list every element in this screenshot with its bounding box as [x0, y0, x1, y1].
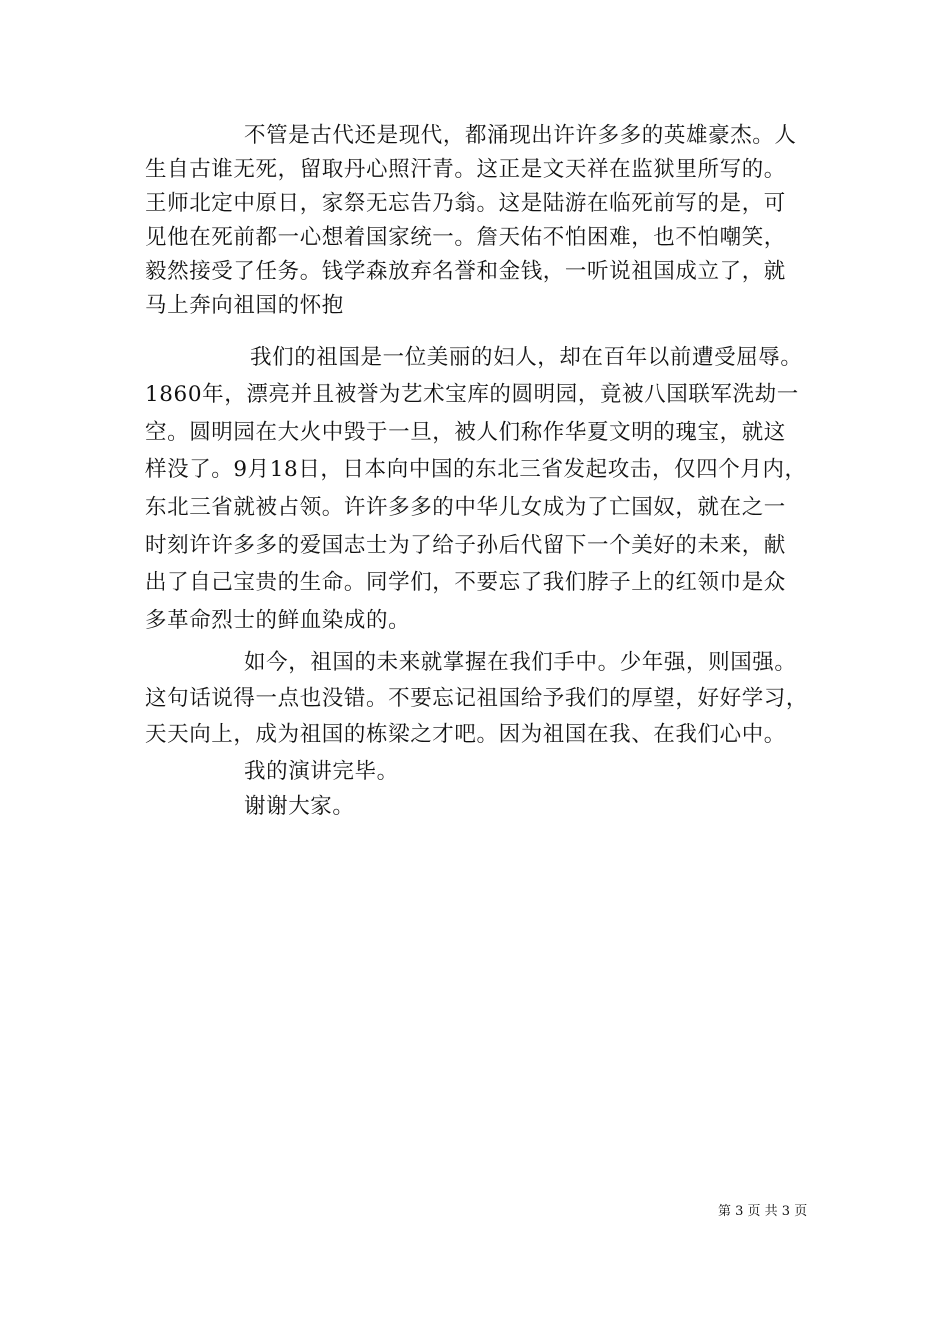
paragraph-2-line-8: 多革命烈士的鲜血染成的。: [145, 608, 411, 633]
paragraph-3-line-3: 天天向上，成为祖国的栋梁之才吧。因为祖国在我、在我们心中。: [145, 722, 786, 747]
paragraph-1-line-3: 王师北定中原日，家祭无忘告乃翁。这是陆游在临死前写的是，可: [145, 191, 786, 216]
thanks-line: 谢谢大家。: [244, 794, 355, 819]
paragraph-2-line-4: 样没了。9月18日，日本向中国的东北三省发起攻击，仅四个月内，: [145, 457, 807, 482]
paragraph-1-line-2: 生自古谁无死，留取丹心照汗青。这正是文天祥在监狱里所写的。: [145, 157, 786, 182]
paragraph-2-line-1: 我们的祖国是一位美丽的妇人，却在百年以前遭受屈辱。: [250, 345, 803, 370]
paragraph-2-line-3: 空。圆明园在大火中毁于一旦，被人们称作华夏文明的瑰宝，就这: [145, 420, 786, 445]
paragraph-3-line-2: 这句话说得一点也没错。不要忘记祖国给予我们的厚望，好好学习，: [145, 686, 809, 711]
paragraph-1-line-5: 毅然接受了任务。钱学森放弃名誉和金钱，一听说祖国成立了，就: [145, 259, 786, 284]
paragraph-1-line-6: 马上奔向祖国的怀抱: [145, 293, 344, 318]
paragraph-1-line-4: 见他在死前都一心想着国家统一。詹天佑不怕困难，也不怕嘲笑，: [145, 225, 786, 250]
paragraph-2-line-7: 出了自己宝贵的生命。同学们，不要忘了我们脖子上的红领巾是众: [145, 570, 786, 595]
paragraph-3-line-1: 如今，祖国的未来就掌握在我们手中。少年强，则国强。: [244, 650, 797, 675]
paragraph-1-line-1: 不管是古代还是现代，都涌现出许许多多的英雄豪杰。人: [244, 123, 797, 148]
closing-line: 我的演讲完毕。: [244, 759, 399, 784]
paragraph-2-line-6: 时刻许许多多的爱国志士为了给子孙后代留下一个美好的未来，献: [145, 533, 786, 558]
page-number-footer: 第 3 页 共 3 页: [718, 1204, 808, 1219]
paragraph-2-line-5: 东北三省就被占领。许许多多的中华儿女成为了亡国奴，就在之一: [145, 495, 786, 520]
paragraph-2-line-2: 1860年，漂亮并且被誉为艺术宝库的圆明园，竟被八国联军洗劫一: [145, 382, 799, 407]
